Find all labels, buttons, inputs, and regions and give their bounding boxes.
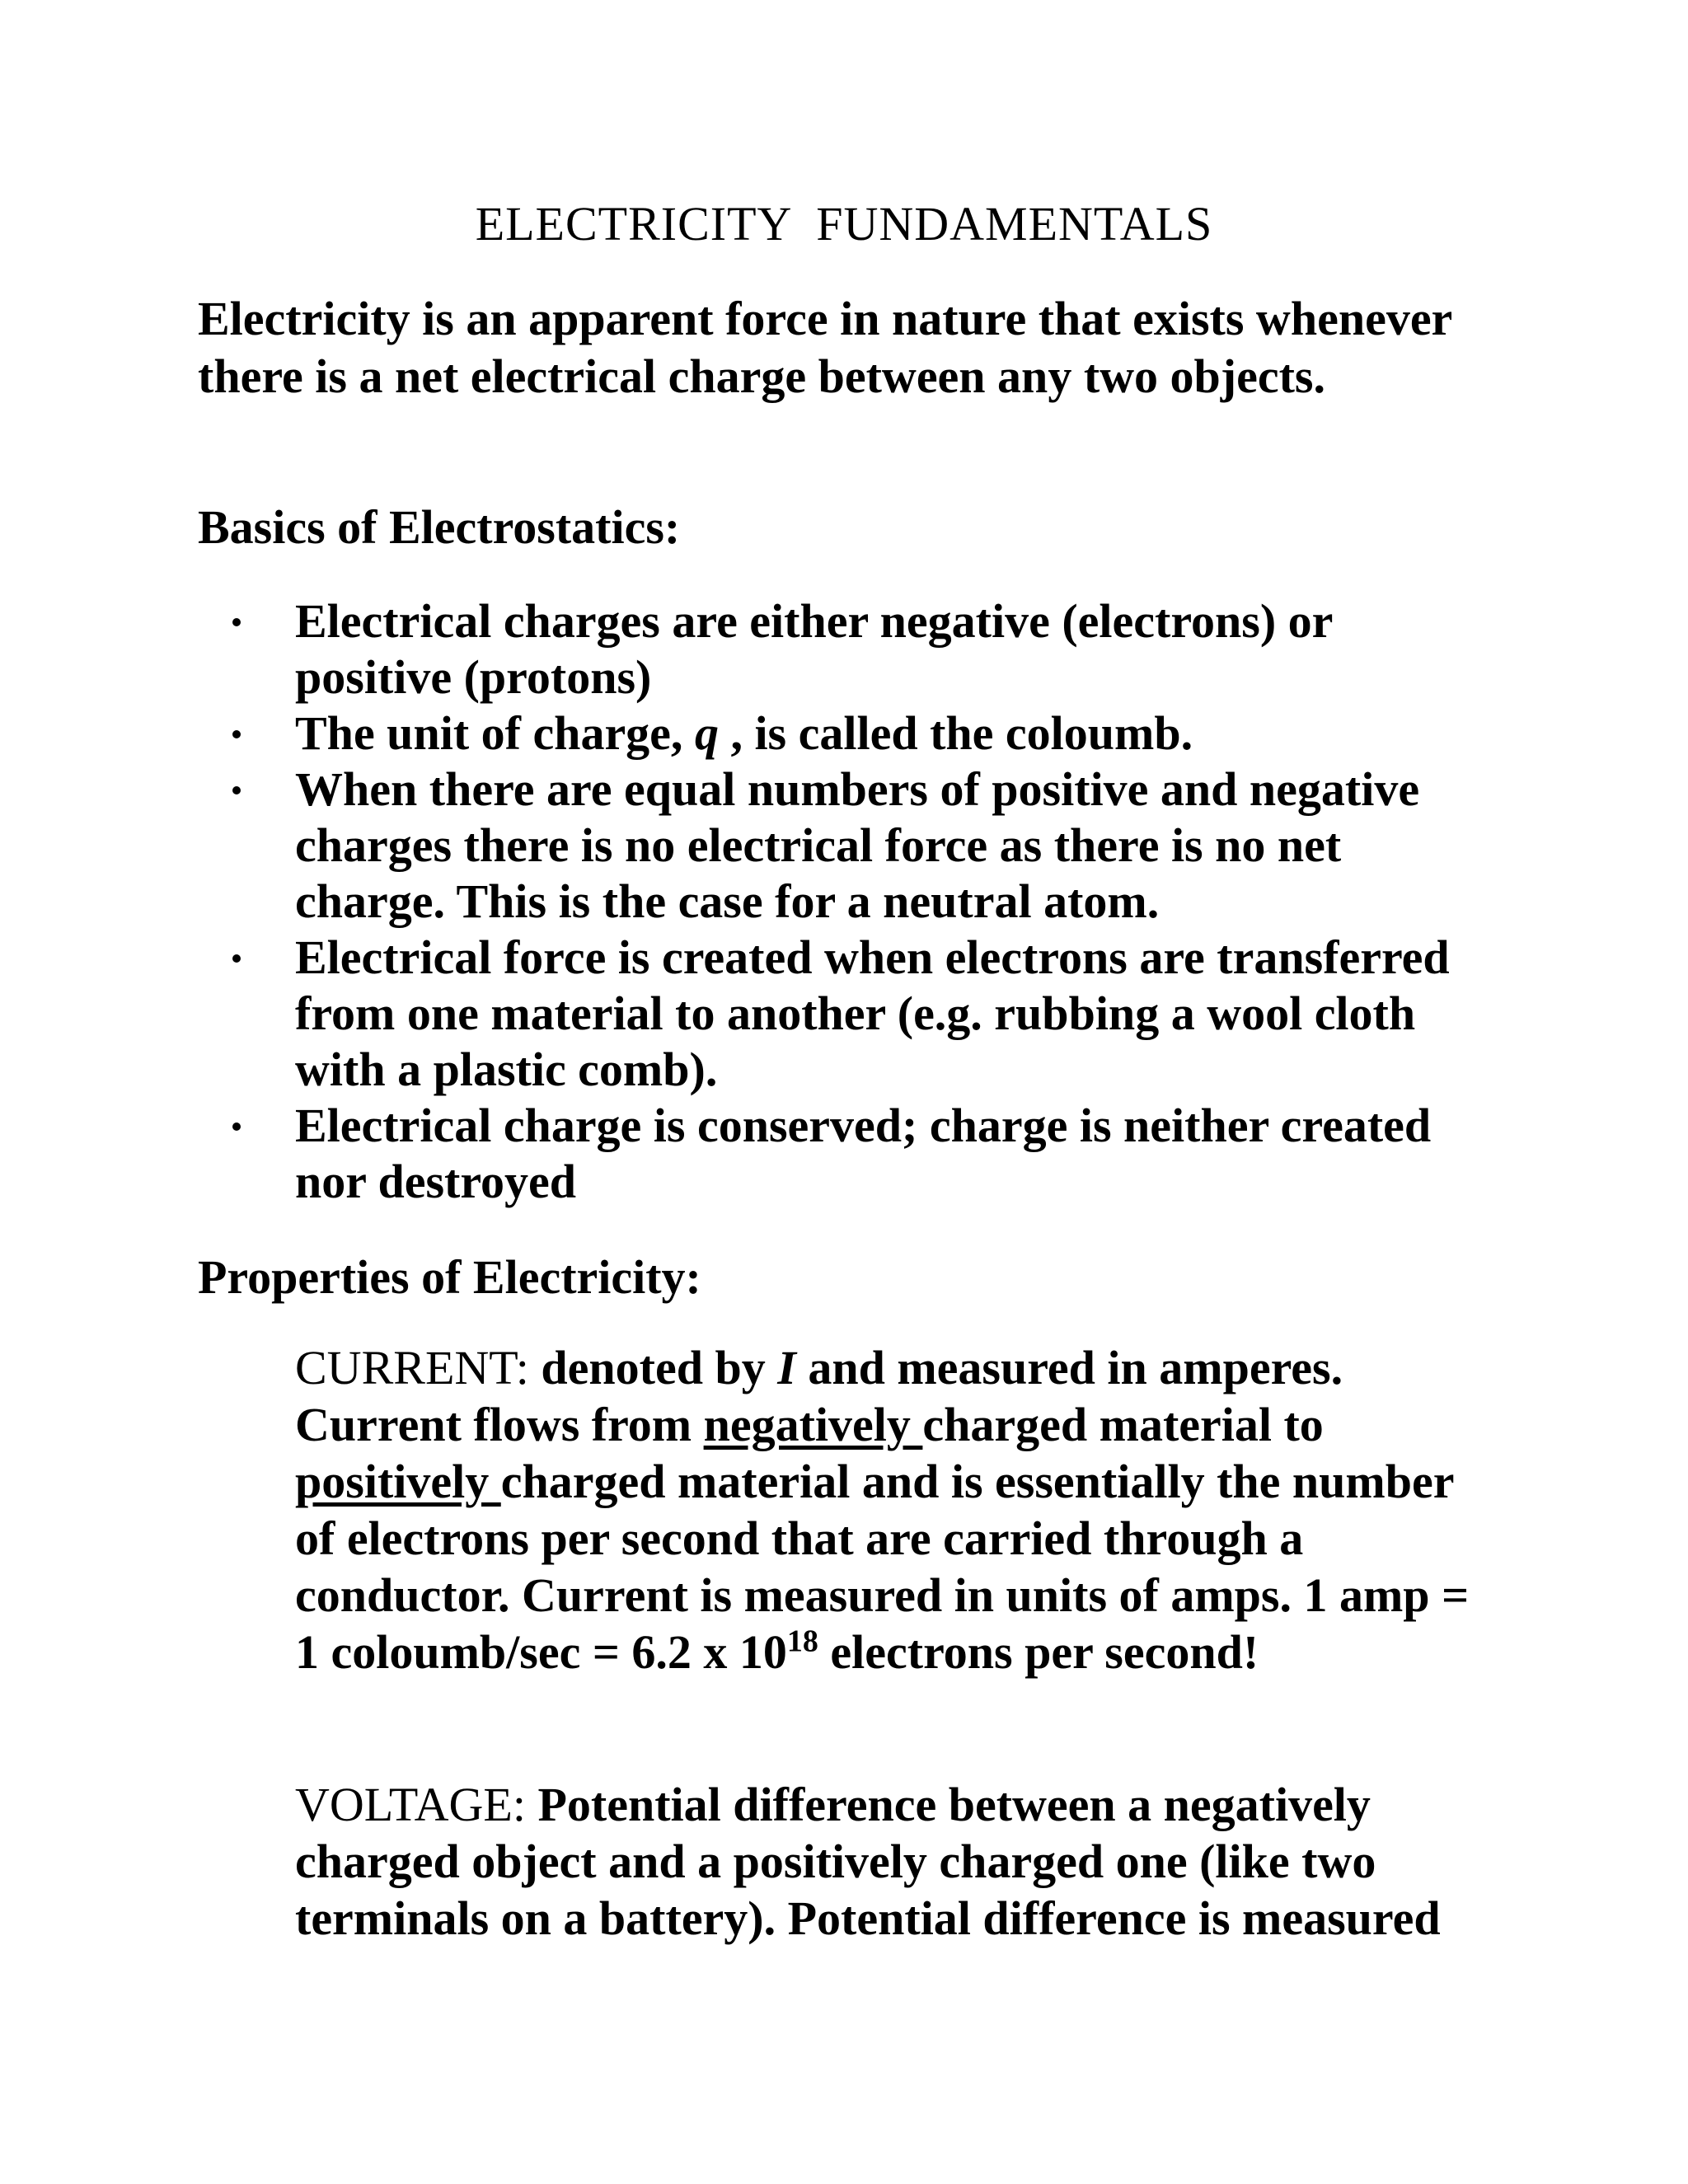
positively-term: positively (295, 1455, 501, 1508)
voltage-label: VOLTAGE: (295, 1778, 526, 1831)
current-symbol: I (777, 1341, 796, 1394)
list-item-text: Electrical force is created when electrons are transferred from one material to another (e.g. rubbing a wool cloth with a plastic comb). (295, 930, 1450, 1096)
basics-list (198, 593, 1500, 1210)
bullet-icon (232, 1122, 241, 1131)
voltage-text: Potential difference between a negatively charged object and a positively charged one (like two terminals on a battery). Potential difference is measured (295, 1778, 1441, 1945)
current-text: and measured in amperes. (795, 1341, 1343, 1394)
list-item-text: Electrical charge is conserved; charge is neither created nor destroyed (295, 1099, 1432, 1208)
list-item (198, 1098, 1500, 1210)
bullet-icon (232, 730, 241, 738)
current-text: charged material to (922, 1398, 1324, 1451)
intro-paragraph: Electricity is an apparent force in nature that exists whenever there is a net electrical charge between any two objects. (198, 292, 1452, 403)
list-item (198, 593, 1500, 705)
list-item-text-pre: The unit of charge, (295, 706, 695, 760)
current-text: Current flows from (295, 1398, 704, 1451)
current-text: denoted by (528, 1341, 778, 1394)
list-item-text: Electrical charges are either negative (electrons) or positive (protons) (295, 594, 1333, 704)
properties-heading: Properties of Electricity: (198, 1250, 701, 1304)
charge-symbol: q (694, 706, 719, 760)
current-text: electrons per second! (818, 1625, 1259, 1679)
bullet-icon (232, 954, 241, 963)
page-title: ELECTRICITY FUNDAMENTALS (475, 197, 1213, 251)
list-item (198, 762, 1500, 930)
current-text: charged material and is essentially the number of electrons per second that are carried through a conductor. Current is measured in units of amps. 1 amp = 1 coloumb/sec = 6.2 x 10 (295, 1455, 1470, 1679)
bullet-icon (232, 618, 241, 626)
voltage-paragraph (295, 1776, 1498, 1947)
list-item-text: When there are equal numbers of positive and negative charges there is no electrical force as there is no net charge. This is the case for a neutral atom. (295, 762, 1420, 928)
bullet-icon (232, 786, 241, 794)
list-item (198, 930, 1500, 1098)
exponent: 18 (786, 1624, 818, 1659)
list-item-text-post: , is called the coloumb. (718, 706, 1193, 760)
list-item (198, 705, 1500, 762)
negatively-term: negatively (703, 1398, 923, 1451)
current-paragraph (295, 1339, 1498, 1680)
basics-heading: Basics of Electrostatics: (198, 500, 681, 554)
current-label: CURRENT: (295, 1341, 529, 1394)
